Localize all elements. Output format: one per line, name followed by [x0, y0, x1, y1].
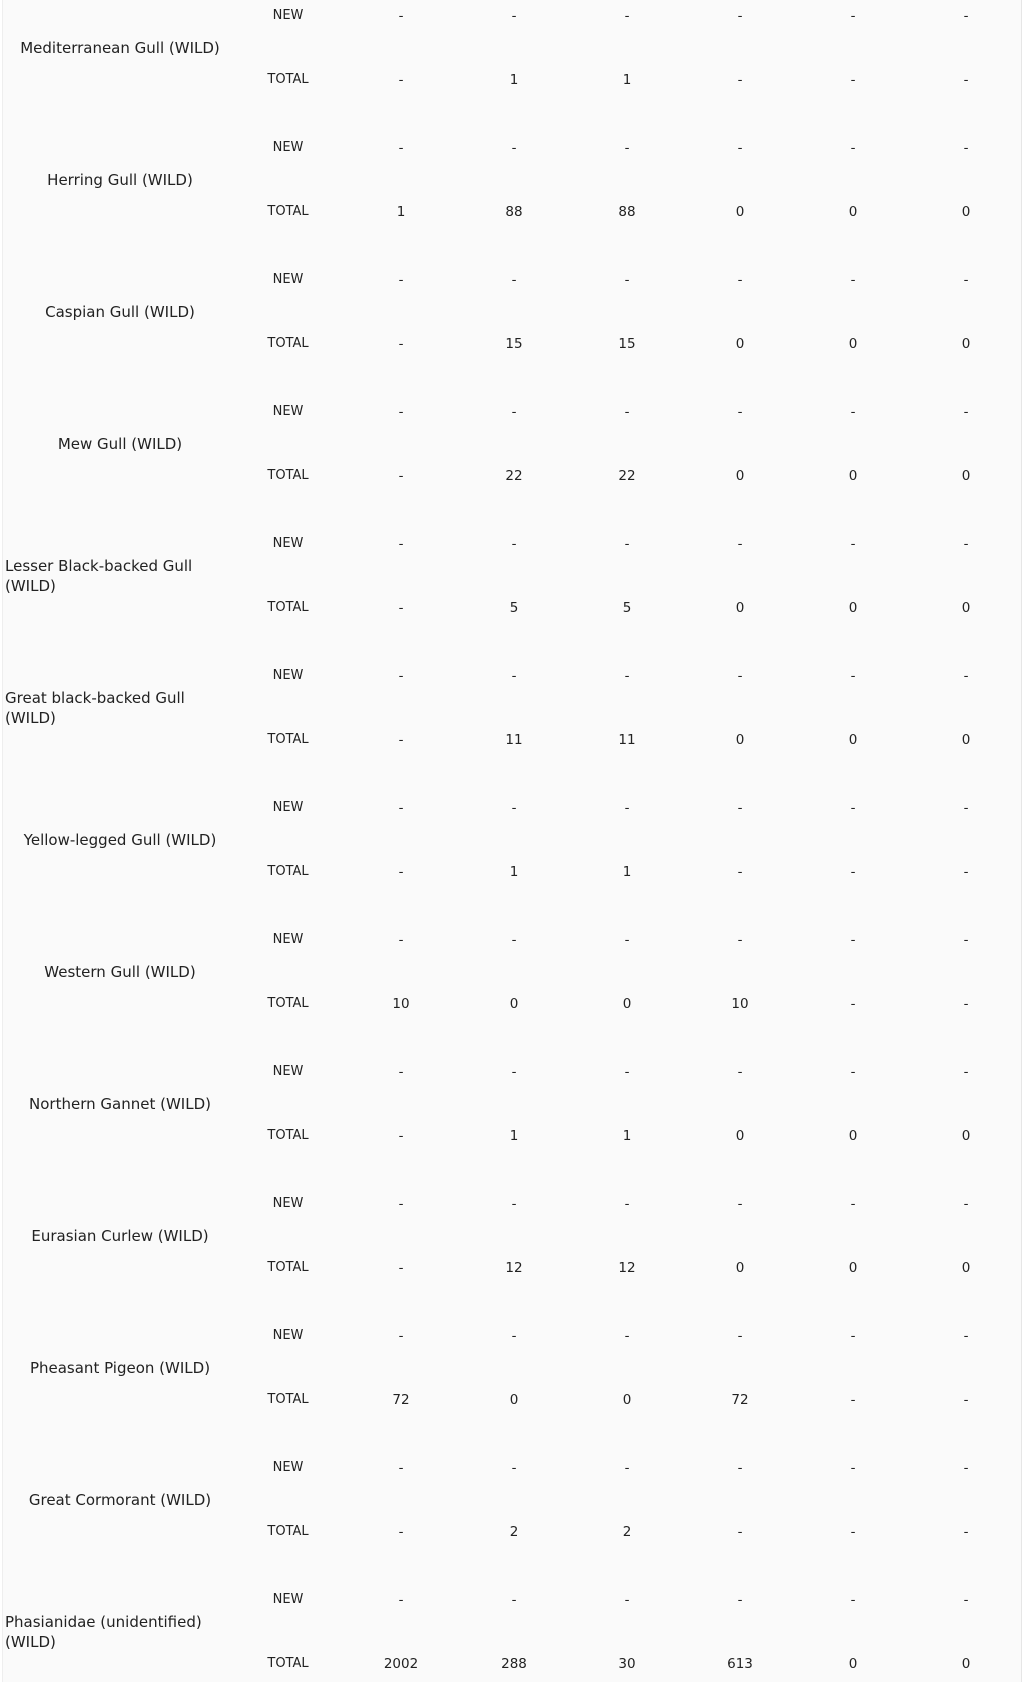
total-value: 0	[961, 1128, 971, 1144]
new-value: -	[511, 668, 517, 684]
new-value: -	[398, 668, 404, 684]
species-name: Northern Gannet (WILD)	[29, 1095, 211, 1113]
species-name: Lesser Black-backed Gull (WILD)	[5, 557, 193, 595]
species-name: Yellow-legged Gull (WILD)	[23, 831, 217, 849]
new-value: -	[398, 272, 404, 288]
total-label: TOTAL	[267, 336, 309, 351]
total-row	[3, 466, 1021, 486]
total-value: 288	[501, 1656, 527, 1672]
new-value: -	[511, 1064, 517, 1080]
total-value: 0	[961, 336, 971, 352]
new-row	[3, 138, 1021, 158]
total-value: -	[737, 864, 743, 880]
new-label: NEW	[272, 1460, 304, 1475]
total-value: 72	[392, 1392, 410, 1408]
total-value: 22	[505, 468, 523, 484]
new-row	[3, 798, 1021, 818]
new-row	[3, 1326, 1021, 1346]
new-value: -	[737, 1064, 743, 1080]
new-value: -	[398, 1064, 404, 1080]
new-value: -	[511, 140, 517, 156]
total-label: TOTAL	[267, 600, 309, 615]
new-row	[3, 1590, 1021, 1610]
total-value: 72	[731, 1392, 749, 1408]
new-label: NEW	[272, 1328, 304, 1343]
new-label: NEW	[272, 8, 304, 23]
total-label: TOTAL	[267, 1392, 309, 1407]
species-name: Western Gull (WILD)	[44, 963, 196, 981]
new-value: -	[850, 1328, 856, 1344]
total-label: TOTAL	[267, 468, 309, 483]
total-value: 10	[731, 996, 749, 1012]
new-value: -	[624, 140, 630, 156]
new-value: -	[737, 140, 743, 156]
new-label: NEW	[272, 800, 304, 815]
new-value: -	[850, 1064, 856, 1080]
new-row	[3, 666, 1021, 686]
total-label: TOTAL	[267, 1128, 309, 1143]
total-value: 1	[622, 72, 632, 88]
new-row	[3, 270, 1021, 290]
new-value: -	[624, 1328, 630, 1344]
species-row	[3, 1566, 1021, 1698]
new-row	[3, 402, 1021, 422]
new-label: NEW	[272, 140, 304, 155]
total-value: 0	[961, 600, 971, 616]
new-value: -	[850, 140, 856, 156]
total-value: -	[398, 1260, 404, 1276]
new-value: -	[624, 272, 630, 288]
total-value: 0	[848, 1260, 858, 1276]
new-value: -	[850, 1460, 856, 1476]
species-row	[3, 246, 1021, 378]
new-value: -	[963, 800, 969, 816]
new-value: -	[511, 1328, 517, 1344]
new-value: -	[398, 932, 404, 948]
total-label: TOTAL	[267, 1656, 309, 1671]
new-row	[3, 1458, 1021, 1478]
new-value: -	[737, 8, 743, 24]
species-row	[3, 1434, 1021, 1566]
species-name: Caspian Gull (WILD)	[45, 303, 195, 321]
total-value: 0	[961, 1656, 971, 1672]
total-label: TOTAL	[267, 1260, 309, 1275]
total-value: 11	[618, 732, 636, 748]
outbreak-table	[2, 0, 1022, 1682]
total-value: -	[850, 996, 856, 1012]
total-value: -	[398, 864, 404, 880]
total-value: 1	[622, 864, 632, 880]
total-value: 88	[618, 204, 636, 220]
total-label: TOTAL	[267, 732, 309, 747]
total-value: 0	[848, 336, 858, 352]
total-value: 0	[622, 1392, 632, 1408]
new-label: NEW	[272, 272, 304, 287]
species-name: Mediterranean Gull (WILD)	[20, 39, 220, 57]
total-row	[3, 862, 1021, 882]
new-value: -	[511, 536, 517, 552]
species-row	[3, 510, 1021, 642]
new-value: -	[963, 668, 969, 684]
new-value: -	[737, 1196, 743, 1212]
new-row	[3, 534, 1021, 554]
new-value: -	[963, 140, 969, 156]
new-value: -	[850, 8, 856, 24]
total-value: 0	[848, 600, 858, 616]
new-value: -	[624, 800, 630, 816]
total-value: 0	[735, 1260, 745, 1276]
new-value: -	[511, 1592, 517, 1608]
new-value: -	[963, 272, 969, 288]
total-value: 2	[509, 1524, 519, 1540]
new-value: -	[398, 536, 404, 552]
total-row	[3, 1126, 1021, 1146]
species-row	[3, 1302, 1021, 1434]
new-value: -	[850, 1592, 856, 1608]
total-value: 0	[735, 468, 745, 484]
new-value: -	[737, 404, 743, 420]
total-value: 0	[961, 468, 971, 484]
total-value: 88	[505, 204, 523, 220]
total-value: -	[737, 1524, 743, 1540]
total-row	[3, 598, 1021, 618]
total-value: -	[963, 1392, 969, 1408]
new-value: -	[963, 1064, 969, 1080]
new-value: -	[398, 1592, 404, 1608]
total-value: -	[398, 732, 404, 748]
total-value: 0	[622, 996, 632, 1012]
new-value: -	[624, 1064, 630, 1080]
total-row	[3, 1654, 1021, 1674]
total-value: -	[963, 864, 969, 880]
new-label: NEW	[272, 1064, 304, 1079]
new-label: NEW	[272, 536, 304, 551]
new-value: -	[398, 140, 404, 156]
new-row	[3, 930, 1021, 950]
total-label: TOTAL	[267, 864, 309, 879]
new-value: -	[737, 1328, 743, 1344]
total-value: -	[398, 1524, 404, 1540]
species-name: Pheasant Pigeon (WILD)	[29, 1359, 211, 1377]
new-value: -	[624, 8, 630, 24]
total-value: 0	[735, 600, 745, 616]
total-value: 2	[622, 1524, 632, 1540]
total-value: -	[850, 72, 856, 88]
new-value: -	[963, 8, 969, 24]
new-value: -	[850, 1196, 856, 1212]
total-value: -	[850, 1392, 856, 1408]
new-value: -	[511, 404, 517, 420]
new-value: -	[398, 1328, 404, 1344]
total-value: 5	[509, 600, 519, 616]
new-row	[3, 6, 1021, 26]
new-row	[3, 1062, 1021, 1082]
total-value: 15	[505, 336, 523, 352]
total-value: 22	[618, 468, 636, 484]
new-value: -	[737, 1460, 743, 1476]
new-label: NEW	[272, 668, 304, 683]
total-value: -	[398, 468, 404, 484]
new-value: -	[737, 536, 743, 552]
total-value: 0	[848, 468, 858, 484]
total-label: TOTAL	[267, 1524, 309, 1539]
new-value: -	[398, 800, 404, 816]
total-row	[3, 202, 1021, 222]
total-value: -	[963, 1524, 969, 1540]
species-row	[3, 774, 1021, 906]
total-value: 5	[622, 600, 632, 616]
species-row	[3, 642, 1021, 774]
total-value: -	[398, 336, 404, 352]
total-value: 10	[392, 996, 410, 1012]
species-name: Great Cormorant (WILD)	[28, 1491, 212, 1509]
species-name: Phasianidae (unidentified) (WILD)	[5, 1613, 202, 1651]
new-value: -	[398, 404, 404, 420]
new-value: -	[624, 932, 630, 948]
new-label: NEW	[272, 932, 304, 947]
new-value: -	[511, 8, 517, 24]
new-value: -	[850, 932, 856, 948]
total-label: TOTAL	[267, 996, 309, 1011]
total-value: -	[398, 72, 404, 88]
new-label: NEW	[272, 1196, 304, 1211]
total-label: TOTAL	[267, 72, 309, 87]
new-value: -	[737, 800, 743, 816]
total-value: 0	[735, 336, 745, 352]
new-label: NEW	[272, 1592, 304, 1607]
total-value: -	[737, 72, 743, 88]
total-value: -	[850, 864, 856, 880]
total-value: 1	[396, 204, 406, 220]
total-value: 613	[727, 1656, 753, 1672]
total-label: TOTAL	[267, 204, 309, 219]
new-value: -	[963, 1328, 969, 1344]
total-value: 0	[848, 1128, 858, 1144]
new-value: -	[850, 404, 856, 420]
total-value: 0	[961, 1260, 971, 1276]
new-value: -	[963, 536, 969, 552]
total-value: 1	[509, 864, 519, 880]
new-value: -	[624, 1196, 630, 1212]
total-value: 0	[735, 204, 745, 220]
species-row	[3, 0, 1021, 114]
total-value: 0	[735, 1128, 745, 1144]
species-name: Mew Gull (WILD)	[57, 435, 183, 453]
total-value: -	[398, 1128, 404, 1144]
total-value: 12	[618, 1260, 636, 1276]
new-value: -	[511, 1196, 517, 1212]
total-row	[3, 994, 1021, 1014]
new-value: -	[511, 272, 517, 288]
new-value: -	[511, 932, 517, 948]
new-label: NEW	[272, 404, 304, 419]
new-value: -	[511, 1460, 517, 1476]
new-value: -	[737, 668, 743, 684]
new-value: -	[398, 8, 404, 24]
total-value: 11	[505, 732, 523, 748]
new-row	[3, 1194, 1021, 1214]
new-value: -	[737, 272, 743, 288]
total-value: -	[398, 600, 404, 616]
total-row	[3, 1390, 1021, 1410]
species-name: Herring Gull (WILD)	[47, 171, 193, 189]
total-row	[3, 730, 1021, 750]
new-value: -	[963, 404, 969, 420]
new-value: -	[624, 668, 630, 684]
species-row	[3, 906, 1021, 1038]
new-value: -	[850, 272, 856, 288]
new-value: -	[624, 1460, 630, 1476]
new-value: -	[398, 1196, 404, 1212]
total-value: 1	[622, 1128, 632, 1144]
new-value: -	[963, 932, 969, 948]
new-value: -	[624, 1592, 630, 1608]
total-value: 1	[509, 72, 519, 88]
total-value: 30	[618, 1656, 636, 1672]
total-value: 0	[509, 996, 519, 1012]
new-value: -	[850, 536, 856, 552]
total-value: 0	[961, 732, 971, 748]
species-row	[3, 114, 1021, 246]
species-row	[3, 1170, 1021, 1302]
species-name: Eurasian Curlew (WILD)	[31, 1227, 209, 1245]
total-value: 12	[505, 1260, 523, 1276]
new-value: -	[963, 1196, 969, 1212]
total-row	[3, 334, 1021, 354]
new-value: -	[624, 404, 630, 420]
total-value: 0	[509, 1392, 519, 1408]
total-value: 15	[618, 336, 636, 352]
total-row	[3, 70, 1021, 90]
total-value: 0	[848, 732, 858, 748]
new-value: -	[624, 536, 630, 552]
total-value: -	[850, 1524, 856, 1540]
new-value: -	[963, 1460, 969, 1476]
total-value: 0	[848, 1656, 858, 1672]
new-value: -	[963, 1592, 969, 1608]
new-value: -	[850, 800, 856, 816]
species-row	[3, 1038, 1021, 1170]
new-value: -	[398, 1460, 404, 1476]
species-row	[3, 378, 1021, 510]
total-value: -	[963, 72, 969, 88]
total-value: 2002	[383, 1656, 419, 1672]
total-value: 1	[509, 1128, 519, 1144]
total-value: 0	[735, 732, 745, 748]
total-value: 0	[848, 204, 858, 220]
species-name: Great black-backed Gull (WILD)	[5, 689, 185, 727]
total-value: -	[963, 996, 969, 1012]
new-value: -	[511, 800, 517, 816]
total-row	[3, 1258, 1021, 1278]
new-value: -	[737, 1592, 743, 1608]
new-value: -	[737, 932, 743, 948]
new-value: -	[850, 668, 856, 684]
total-value: 0	[961, 204, 971, 220]
total-row	[3, 1522, 1021, 1542]
